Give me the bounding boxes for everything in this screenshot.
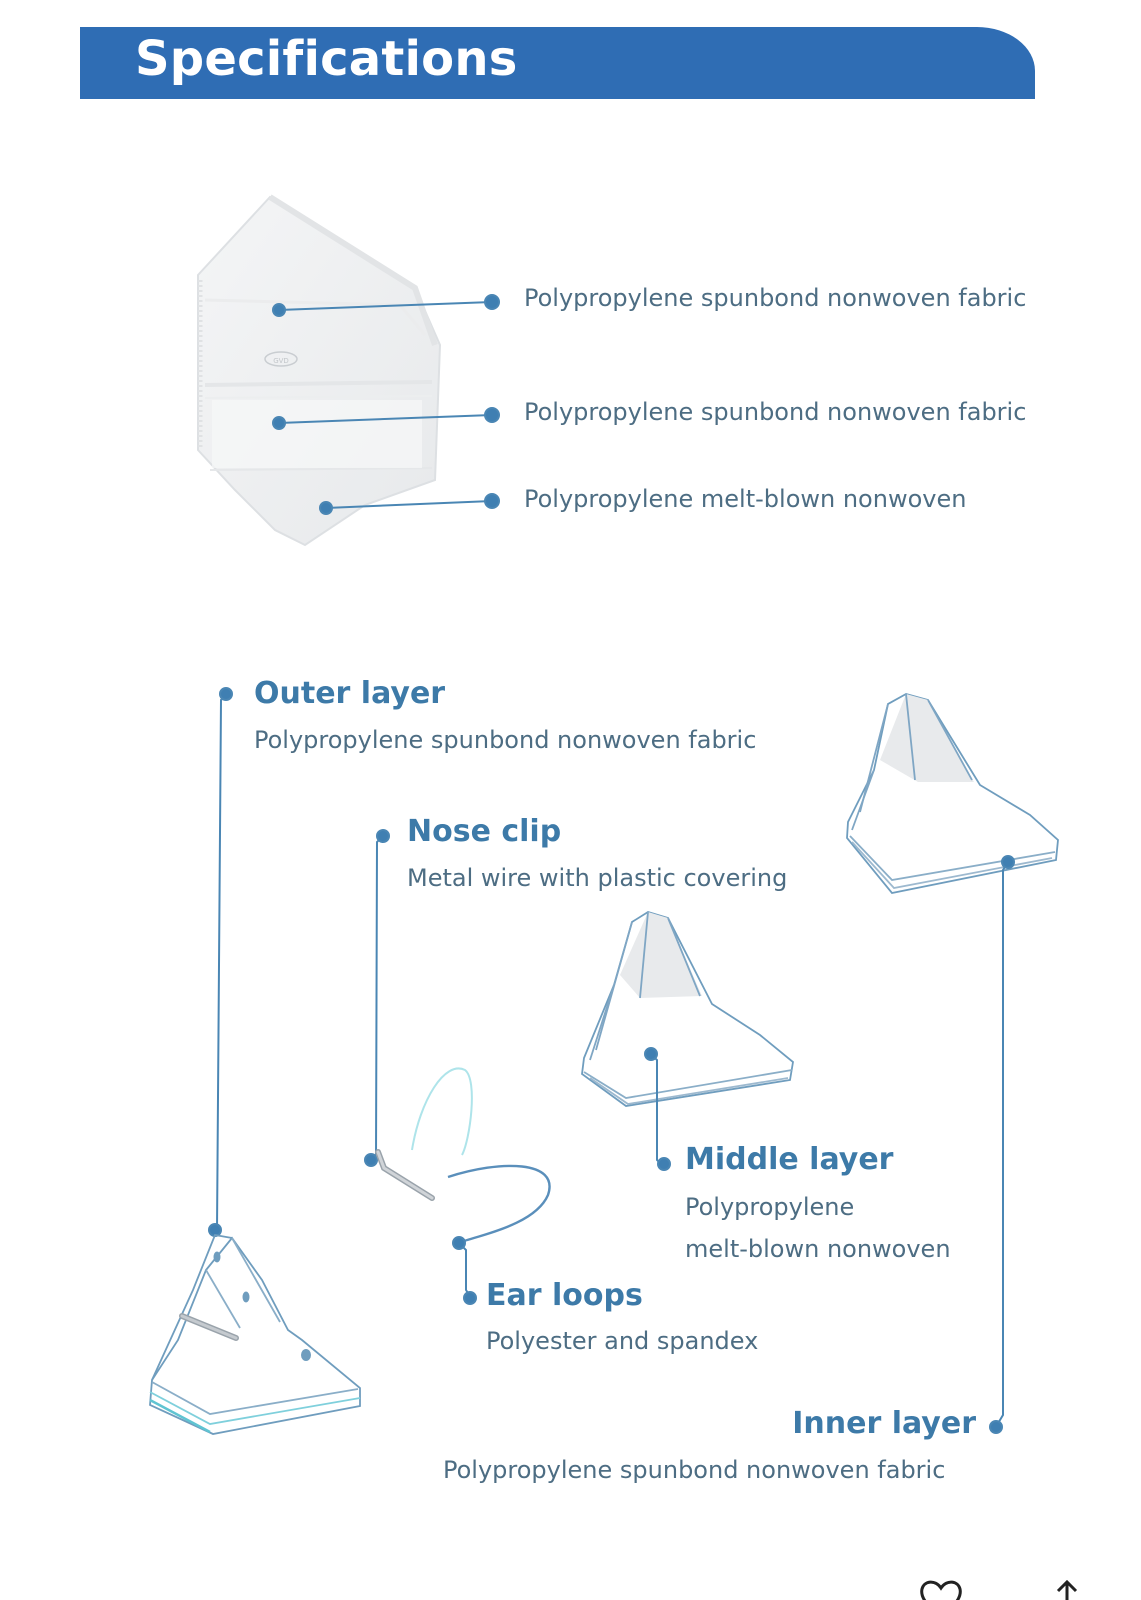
leader-dot	[485, 408, 499, 422]
outer-layer-title: Outer layer	[254, 676, 446, 711]
outer-layer-mask	[150, 1235, 360, 1434]
middle-layer-desc-line1: Polypropylene	[685, 1193, 855, 1221]
outer-layer-connector	[209, 688, 232, 1236]
share-icon[interactable]	[1052, 1578, 1082, 1600]
nose-clip-wire	[378, 1152, 432, 1198]
heart-icon[interactable]	[918, 1578, 964, 1600]
inner-layer-desc: Polypropylene spunbond nonwoven fabric	[443, 1456, 946, 1484]
nose-clip-connector	[365, 830, 389, 1166]
ear-loops-drawing	[412, 1068, 550, 1243]
nose-clip-desc: Metal wire with plastic covering	[407, 864, 788, 892]
middle-layer-mask	[582, 912, 793, 1106]
leader-dot	[485, 295, 499, 309]
middle-layer-title: Middle layer	[685, 1142, 894, 1177]
nose-clip-title: Nose clip	[407, 814, 562, 849]
inner-layer-mask	[847, 694, 1058, 893]
page-title: Specifications	[135, 31, 518, 87]
middle-layer-desc-line2: melt-blown nonwoven	[685, 1235, 951, 1263]
ear-loops-connector	[453, 1237, 476, 1304]
leader-dot	[320, 502, 332, 514]
ear-loops-desc: Polyester and spandex	[486, 1327, 759, 1355]
top-label-inner: Polypropylene spunbond nonwoven fabric	[524, 398, 1027, 426]
inner-layer-connector	[990, 856, 1014, 1433]
leader-dot	[273, 304, 285, 316]
mask-photo	[198, 197, 440, 545]
mask-logo: GVD	[273, 357, 289, 365]
top-label-outer: Polypropylene spunbond nonwoven fabric	[524, 284, 1027, 312]
ear-loops-title: Ear loops	[486, 1278, 643, 1313]
outer-layer-desc: Polypropylene spunbond nonwoven fabric	[254, 726, 757, 754]
top-label-middle: Polypropylene melt-blown nonwoven	[524, 485, 967, 513]
inner-layer-title: Inner layer	[792, 1406, 976, 1441]
leader-dot	[485, 494, 499, 508]
leader-dot	[273, 417, 285, 429]
